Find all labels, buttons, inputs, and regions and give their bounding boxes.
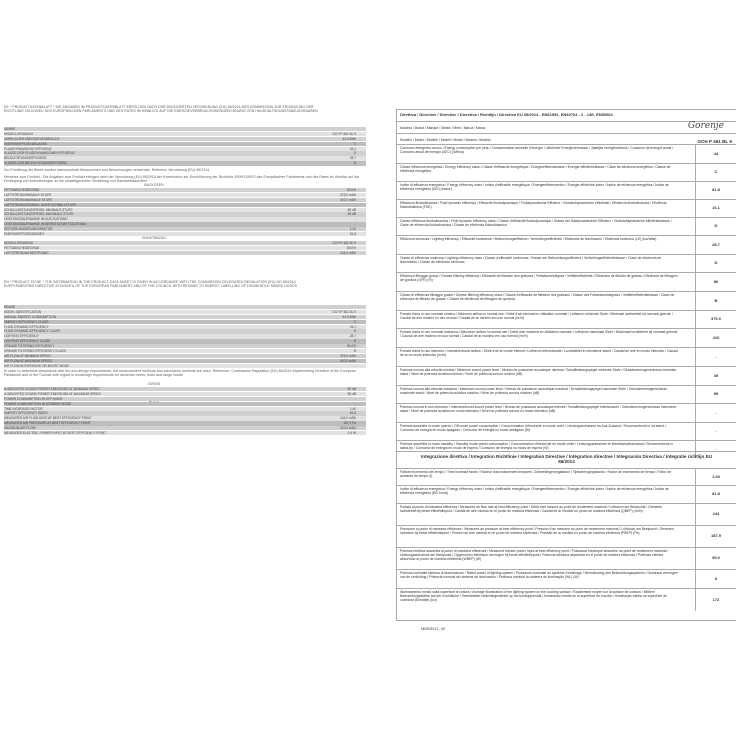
fiche-row-value: 28,7 <box>349 334 356 339</box>
row-description: Fattore incremento del tempo / Time increase factor / Facteur d'accroissement temporel / Zeitverlängerungsfaktor / Tijdsverhogingsfactor / Factor de incremento de tiempo / Fator de aumento de tempo (f) <box>400 470 671 479</box>
row-value: 80 <box>695 273 736 291</box>
fiche-row-label: AIR FLOW IN INTENSIVE OR BOOST MODE <box>4 363 70 368</box>
fiche-row-label: MODELLKENNUNG <box>4 131 34 136</box>
fiche-row-label: ENERGIEEFFIZIENZKLASSE <box>4 141 47 146</box>
block-en-2 <box>4 387 366 436</box>
row-value: 95.0 <box>695 548 736 569</box>
block-en-1 <box>4 305 366 369</box>
fiche-row-label: MARKE <box>4 127 16 131</box>
fiche-row <box>4 334 366 338</box>
model-label: Modello / Model / Modèle / Modell / Model / Modelo / Modelo <box>400 138 491 142</box>
de-note: Zur Ermittlung der Werte wurden harmonisierte Messnormen und Berechnungen verwendet. Referenz: Verordnung (EU) 66/2014 <box>4 168 210 172</box>
fiche-row-value: - <box>354 202 356 207</box>
fiche-row <box>4 310 366 314</box>
energy-table-row <box>397 235 736 254</box>
fiche-row-label: ENERGIEEFFIZIENZINDEX <box>4 232 45 237</box>
fiche-row <box>4 407 366 411</box>
row-description: Efficienza fluidodinamica / Fluid dynamic efficiency / Efficacité fluidodynamique / Fluiddynamische Effizienz / Vloeistofdynamische efficiëntie / Eficiencia fluidodinámica / Eficiência fluidodinâmica (FDE) <box>400 201 667 210</box>
fiche-row-value: C <box>353 141 356 146</box>
section-2-title: Integrazione direttiva / Integration Richtlinie / Integration Directive / Intégration directive / Integración Directiva / Integratie richtlijn EU 66/2014 <box>421 454 712 465</box>
fiche-row <box>4 147 366 151</box>
fiche-row-label: MODELLKENNUNG <box>4 241 34 245</box>
fiche-row-label: SCHALLLEISTUNGSPEGEL MAXIMALE STUFE <box>4 212 74 217</box>
fiche-row-label: POWER CONSUMPTION IN OFF MODE <box>4 396 63 401</box>
fiche-row <box>4 402 366 406</box>
fiche-row <box>4 227 366 231</box>
row-value: 1.40 <box>695 469 736 485</box>
row-value: - <box>695 423 736 440</box>
fiche-row-value: 44,0 kWh <box>342 314 356 319</box>
fiche-row-label: LUFTSTROM INTENSIV- ODER SCHNELLSTUFE <box>4 202 77 207</box>
fiche-row-label: KLASSE DER BELEUCHTUNGSEFFIZIENZ <box>4 161 68 166</box>
fiche-row <box>4 208 366 212</box>
fiche-row <box>4 411 366 415</box>
energy-table-row <box>397 385 736 403</box>
row-description: Efficienza filtraggio grassi / Grease filtering efficiency / Efficacité de filtration des graisses / Fettabscheidegrad / Vetfilterefficiëntie / Eficiencia de filtrado de grasas / Eficiência de filtragem de gordura (GFE) (%) <box>400 274 678 283</box>
energy-table-row <box>397 503 736 525</box>
row-description: Potenza assorbita in modo spento / Off mode power consumption / Consommation d'électricité en mode arrêt / Leistungsaufnahme im Aus-Zustand / Stroomverbruik in uit-stand / Consumo de energía en modo apagado / Consumo de energia no modo desligado (W) <box>400 424 666 433</box>
fiche-row-label: SCHALLLEISTUNGSPEGEL MINIMALE STUFE <box>4 207 73 212</box>
fiche-row-label: ZEITVERLÄNGERUNGSFAKTOR <box>4 227 53 232</box>
fiche-row-label: LEISTUNGSAUFNAHME IM AUS-ZUSTAND <box>4 217 68 222</box>
fiche-row-value: 410,0 m3/h <box>340 426 356 431</box>
document-code: MM03311_00 <box>421 626 446 631</box>
fiche-row-value: - <box>354 401 356 406</box>
fiche-row-label: GREASE FILTERING EFFICIENCY CLASS <box>4 349 66 354</box>
en-note: In order to determine compliance with the eco-design requirements, the measurement methods and calculation methods are used. Reference: Commission Regulation (EU) 66/2014 implementing Directive of the European Parliament and of the Council with regard to ecodesign requirements for domestic ovens, hobs and range hoods <box>4 369 356 377</box>
row-value: D <box>695 255 736 272</box>
fiche-row-value: 410,0 m3/h <box>340 358 356 363</box>
fiche-row <box>4 397 366 401</box>
fiche-row <box>4 325 366 329</box>
brand-label: Marchio / Brand / Marque / Marke / Merk / Marca / Marca <box>400 126 486 130</box>
fiche-row-label: GREASE FILTERING EFFICIENCY <box>4 344 55 349</box>
fiche-row <box>4 387 366 391</box>
fiche-row-value: 49 dB <box>347 387 356 391</box>
section-2-header-row <box>397 451 736 468</box>
fiche-row-value: 16,1 <box>349 324 356 329</box>
energy-table-row <box>397 366 736 385</box>
row-description: Potenza nominale sistema di illuminazione / Rated power of lighting system / Puissance nominale du système d'éclairage / Nennleistung des Beleuchtungssystems / Nominaal vermogen van de verlichting / Potencia nominal del sistema de iluminación / Potência nominal do sistema de iluminação (WL) (W) <box>400 571 678 580</box>
row-description: Potenza elettrica assorbita al punto di massima efficienza / Measured electric power input at best efficiency point / Puissance électrique absorbée au point de rendement maximal / Leistungsaufnahme am Bestpunkt / Opgenomen elektrisch vermogen bij beste efficiëntiepunt / Potencia eléctrica absorbida en el punto de máxima eficiencia / Potência elétrica absorvida no ponto de máxima eficiência (WBEP) (W) <box>400 549 669 562</box>
row-value: 172 <box>695 589 736 611</box>
row-value: 410 <box>695 329 736 347</box>
fiche-row <box>4 151 366 155</box>
row-description: Potenza sonora alla velocità massima / Maximum sound power level / Niveau de puissance acoustique maximal / Schallleistungspegel maximale Stufe / Geluidsvermogensniveau maximale stand / Nivel de potencia acústica máximo / Nível de potência sonora máximo (dB) <box>400 387 668 396</box>
fiche-row <box>4 127 366 131</box>
fiche-row-label: POWER CONSUMPTION IN STANDBY MODE <box>4 401 72 406</box>
energy-table-row <box>397 525 736 547</box>
fiche-row <box>4 426 366 430</box>
fiche-row-value: D <box>353 329 356 334</box>
fiche-row <box>4 339 366 343</box>
fiche-row-value: 379,0 m3/h <box>340 353 356 358</box>
intro-en: EN * PRODUCT FICHE * THE INFORMATION IN THE PRODUCT DATA SHEET IS GIVEN IN ACCORDANCE WITH THE COMMISSION DELEGATED REGULATION (EU) NO 65/2014 SUPPLEMENTING DIRECTIVE 2010/30/EU OF THE EUROPEAN PARLIAMENT AND OF THE COUNCIL WITH REGARD TO ENERGY LABELLING OF HOUSEHOLD RANGE HOODS <box>4 280 298 288</box>
fiche-row <box>4 198 366 202</box>
energy-table-row <box>397 547 736 569</box>
fiche-row-label: FLUIDDYNAMISCHE EFFIZIENZ <box>4 146 52 151</box>
energy-table-row <box>397 310 736 328</box>
fiche-row-value: 80,0% <box>346 344 356 349</box>
energy-table-row <box>397 588 736 611</box>
fiche-row-label: A-WEIGHTED SOUND POWER EMISSIONS AT MAXIMUM SPEED <box>4 391 101 396</box>
block-de-2 <box>4 188 366 237</box>
energy-table-row <box>397 181 736 199</box>
model-value: GCH P 461 BL 9 <box>697 139 732 144</box>
row-value: - <box>695 441 736 458</box>
fiche-row-value: 81,8 <box>349 232 356 237</box>
fiche-row-value: D <box>353 161 356 166</box>
fiche-row-label: LUFTSTROM MAXIMALE STUFE <box>4 197 53 202</box>
row-description: Classe efficienza energetica / Energy efficiency class / Classe d'efficacité énergétique / Energieeffizienzklasse / Energie-efficiëntieklasse / Clase de eficiencia energética / Classe de eficiência energética <box>400 165 671 174</box>
fiche-row-label: ENERGY EFFICIENCY INDEX <box>4 411 48 416</box>
fiche-row-value: 1,40 <box>349 406 356 411</box>
fiche-row-value: D <box>353 151 356 156</box>
fiche-row-label: FLUID DYNAMIC EFFICIENCY CLASS <box>4 329 60 334</box>
row-value: 244 <box>695 504 736 525</box>
energy-table-row <box>397 254 736 272</box>
row-description: Portata d'aria in uso intensivo / Intensive/boost airflow / Débit d'air en mode intensif / Luftstrom Intensivstufe / Luchtdebiet in intensieve stand / Caudal de aire en modo intensivo / Caudal de ar no modo intensivo (m³/h) <box>400 349 678 358</box>
block-de-1 <box>4 127 366 166</box>
fiche-row-value: 49 dB <box>347 207 356 212</box>
fiche-row-label: MODEL IDENTIFICATION <box>4 309 42 314</box>
fiche-row-value: D <box>353 339 356 344</box>
fiche-row-value: 187,9 Pa <box>343 421 356 426</box>
fiche-row-value: 81,8 <box>349 411 356 416</box>
fiche-row <box>4 251 366 255</box>
fiche-row <box>4 156 366 160</box>
fiche-row-label: TIME INCREASE FACTOR <box>4 406 43 411</box>
fiche-row-value: 410,0 m3/h <box>340 197 356 202</box>
fiche-row-label: MAXIMUM AIR FLOW <box>4 426 36 431</box>
row-description: Indice di efficienza energetica / Energy efficiency index / Indice d'efficacité énergétique / Energieeffizienzindex / Energie-efficiëntie-index / Índice de eficiencia energética / Índice de eficiência energética (EEI) (Indice) <box>400 183 669 192</box>
fiche-row <box>4 212 366 216</box>
fiche-row <box>4 349 366 353</box>
row-description: Potenza sonora alla velocità minima / Minimum sound power level / Niveau de puissance acoustique minimal / Schallleistungspegel minimale Stufe / Geluidsvermogensniveau minimale stand / Nivel de potencia acústica mínimo / Nível de potência sonora mínimo (dB) <box>400 368 677 377</box>
fiche-row-label: A-WEIGHTED SOUND POWER EMISSIONS AT MINIMUM SPEED <box>4 387 100 391</box>
row-value: 81.8 <box>695 486 736 503</box>
fiche-row-value: 28,7 <box>349 156 356 161</box>
energy-table-row <box>397 569 736 588</box>
fiche-row-value: 0,4 W <box>347 431 356 436</box>
row-value: 187.9 <box>695 526 736 547</box>
fiche-row-value: 16,1 <box>349 146 356 151</box>
fiche-row-value: 1,40 <box>349 227 356 232</box>
row-value: D <box>695 218 736 235</box>
row-value: B <box>695 292 736 310</box>
fiche-row-value: C <box>353 319 356 324</box>
fiche-row-label: BRAND <box>4 305 16 309</box>
row-value: 81.8 <box>695 182 736 199</box>
row-description: Portata d'aria in uso normale massima / Maximum airflow in normal use / Débit d'air maximal en utilisation normale / Luftstrom maximale Stufe / Maximaal luchtdebiet bij normaal gebruik / Caudal de aire máximo en uso normal / Caudal de ar máximo em uso normal (m³/h) <box>400 330 678 339</box>
fiche-row <box>4 392 366 396</box>
fiche-row <box>4 132 366 136</box>
fiche-row-label: LEISTUNGSAUFNAHME IM BEREITSCHAFTSZUSTAND <box>4 222 87 227</box>
fiche-row <box>4 137 366 141</box>
brand-row <box>397 121 736 133</box>
fiche-row-value: 44,0 kWh <box>342 136 356 141</box>
fiche-row <box>4 161 366 165</box>
model-row <box>397 133 736 144</box>
fiche-row <box>4 329 366 333</box>
fiche-row-value: 59 dB <box>347 391 356 396</box>
row-value: 28.7 <box>695 236 736 254</box>
fiche-row <box>4 431 366 435</box>
fiche-row-value: GCH P 461 BL 9 <box>332 241 356 245</box>
fiche-row-label: LUFTSTROM AM BESTPUNKT <box>4 250 49 255</box>
row-description: Illuminamento medio sulla superficie di cottura / Average illumination of the lighting system on the cooking surface / Éclairement moyen sur la surface de cuisson / Mittlere Beleuchtungsstärke auf der Kochfläche / Gemiddelde verlichtingssterkte op het kookoppervlak / Iluminación media en la superficie de cocción / Iluminação média na superfície de cozedura (Emiddle) (lux) <box>400 590 667 603</box>
fiche-row-label: MEASURED AIR FLOW RATE AT BEST EFFICIENCY POINT <box>4 416 92 421</box>
fiche-row <box>4 188 366 192</box>
de-sub: BACKOFEN <box>144 183 164 187</box>
fiche-row-label: ENERGY EFFICIENCY CLASS <box>4 319 49 324</box>
fiche-row <box>4 421 366 425</box>
row-value: 16.1 <box>695 200 736 217</box>
energy-table-row <box>397 468 736 485</box>
fiche-row <box>4 364 366 368</box>
fiche-row-label: FETTABSCHEIDEGRAD <box>4 245 40 250</box>
fiche-row-label: FLUID DYNAMIC EFFICIENCY <box>4 324 49 329</box>
fiche-row <box>4 193 366 197</box>
fiche-row-value: B <box>353 349 356 354</box>
fiche-row-value: 244,0 m3/h <box>340 416 356 421</box>
energy-table-row <box>397 485 736 503</box>
fiche-row <box>4 142 366 146</box>
fiche-row <box>4 241 366 245</box>
fiche-row-value: 80,0% <box>346 188 356 192</box>
row-description: Classe di efficienza luminosa / Lighting efficiency class / Classe d'efficacité lumineuse / Klasse der Beleuchtungseffizienz / Verlichtingsefficiëntieklasse / Clase de eficiencia de iluminación / Classe de eficiência luminosa <box>400 256 662 265</box>
energy-table-row <box>397 217 736 235</box>
row-value: - <box>695 348 736 366</box>
de-sub-2: DUNSTABZUG <box>141 236 167 240</box>
fiche-row-value: GCH P 461 BL 9 <box>332 131 356 136</box>
fiche-row <box>4 354 366 358</box>
fiche-row-label: LUFTSTROM MINIMALE STUFE <box>4 192 52 197</box>
fiche-row-label: AIR FLOW AT MAXIMUM SPEED <box>4 358 52 363</box>
fiche-row <box>4 359 366 363</box>
row-value: 379.0 <box>695 311 736 328</box>
fiche-row-label: FETTABSCHEIDEGRAD <box>4 188 40 192</box>
row-description: Portata d'aria in uso normale minima / Minimum airflow in normal use / Débit d'air minimal en utilisation normale / Luftstrom minimale Stufe / Minimaal luchtdebiet bij normaal gebruik / Caudal de aire mínimo en uso normal / Caudal de ar mínimo em uso normal (m³/h) <box>400 312 673 321</box>
energy-table-row <box>397 291 736 310</box>
directive-header-row <box>397 110 736 121</box>
row-description: Efficienza luminosa / Lighting efficiency / Efficacité lumineuse / Beleuchtungseffizienz / Verlichtingsefficiëntie / Eficiencia de iluminación / Eficiência luminosa (LE) (lux/Watt) <box>400 237 657 241</box>
fiche-row-value: - <box>354 217 356 222</box>
fiche-row <box>4 222 366 226</box>
row-value: C <box>695 164 736 181</box>
row-value: - <box>695 404 736 422</box>
fiche-row <box>4 203 366 207</box>
fiche-row <box>4 217 366 221</box>
fiche-row-value: 80,0% <box>346 245 356 250</box>
fiche-row-value: GCH P 461 BL 9 <box>332 309 356 314</box>
row-description: Potenza sonora in uso intensivo / Intensive/boost sound power level / Niveau de puissance acoustique intensif / Schallleistungspegel Intensivstufe / Geluidsvermogensniveau intensieve stand / Nivel de potencia acústica en modo intensivo / Nível de potência sonora no modo intensivo (dB) <box>400 405 677 414</box>
row-description: Classe efficienza fluidodinamica / Fluid dynamic efficiency class / Classe d'efficacité fluidodynamique / Klasse der fluiddynamischen Effizienz / Vloeistofdynamische efficiëntieklasse / Clase de eficiencia fluidodinámica / Classe de eficiência fluidodinâmica <box>400 219 672 228</box>
fiche-row-value: 244,0 m3/h <box>340 250 356 255</box>
directive-header: Direttiva / Directive / Directive / Directiva / Richtlijn / Directiva EU 65/2014 - EN61591, EN60704 - 2 - 13E, EN50564 <box>400 113 613 117</box>
de-note-2: Hinweise zum Produkt - Die Angaben zum Produkt erfolgen nach der Verordnung (EU) 66/2014 der Kommission zur Durchführung der Richtlinie 2009/125/EG des Europäischen Parlaments und des Rates im Hinblick auf die Festlegung von Anforderungen an die umweltgerechte Gestaltung von Haushaltsbacköfen <box>4 175 360 183</box>
row-description: Classe di efficienza filtraggio grassi / Grease filtering efficiency class / Classe d'efficacité de filtration des graisses / Klasse des Fettabscheidegrads / Vetfilterefficiëntieklasse / Clase de eficiencia de filtrado de grasas / Classe de eficiência de filtragem de gordura <box>400 293 675 302</box>
brand-logo: Gorenje <box>687 121 724 131</box>
energy-table-row <box>397 144 736 163</box>
row-value: 59 <box>695 386 736 403</box>
en-sub: OVENS <box>147 382 161 386</box>
block-de-3 <box>4 241 366 256</box>
fiche-row-value: - <box>354 363 356 368</box>
energy-table-row <box>397 272 736 291</box>
fiche-row-value: 379,0 m3/h <box>340 192 356 197</box>
fiche-row-label: BELEUCHTUNGSEFFIZIENZ <box>4 156 47 161</box>
row-description: Indice di efficienza energetica / Energy efficiency index / Indice d'efficacité énergétique / Energieeffizienzindex / Energie-efficiëntie-index / Índice de eficiencia energética / Índice de eficiência energética (EEI hood) <box>400 487 669 496</box>
fiche-row-label: LIGHTING EFFICIENCY <box>4 334 39 339</box>
fiche-row-label: KLASSE DER FLUIDDYNAMISCHEN EFFIZIENZ <box>4 151 75 156</box>
fiche-row <box>4 344 366 348</box>
energy-table-row <box>397 422 736 440</box>
fiche-row <box>4 315 366 319</box>
fiche-row-label: MEASURED ELECTRIC POWER INPUT AT BEST EFFICIENCY POINT <box>4 431 107 436</box>
fiche-row-label: LIGHTING EFFICIENCY CLASS <box>4 339 51 344</box>
energy-table-row <box>397 403 736 422</box>
fiche-row-value: - <box>354 396 356 401</box>
row-description: Pressione al punto di massima efficienza / Measured air pressure at best efficiency point / Pression d'air mesurée au point de rendement maximal / Luftdruck am Bestpunkt / Gemeten luchtdruk bij beste efficiëntiepunt / Presión de aire medida en el punto de máxima eficiencia / Pressão de ar medida no ponto de máxima eficiência (PBEP) (Pa) <box>400 527 674 536</box>
fiche-row-label: ANNUAL ENERGY CONSUMPTION <box>4 314 56 319</box>
fiche-row <box>4 246 366 250</box>
row-description: Potenza assorbita in modo standby / Standby mode power consumption / Consommation d'électricité en mode veille / Leistungsaufnahme im Bereitschaftszustand / Stroomverbruik in stand-by / Consumo de energía en modo de espera / Consumo de energia no modo de espera (W) <box>400 442 673 451</box>
fiche-row-label: MEASURED AIR PRESSURE AT BEST EFFICIENCY POINT <box>4 421 91 426</box>
fiche-row <box>4 320 366 324</box>
energy-table-row <box>397 347 736 366</box>
energy-table-row <box>397 328 736 347</box>
row-value: 6 <box>695 570 736 588</box>
row-value: 49 <box>695 367 736 385</box>
row-description: Consumo energetico annuo / Energy consumption per year / Consommation annuelle d'énergie / Jährlicher Energieverbrauch / Jaarlijks energieverbruik / Consumo de energía anual / Consumo anual de energía (AEC) (kWh/a) <box>400 146 674 155</box>
row-description: Portata al punto di massima efficienza / Measured air flow rate at best efficiency point / Débit d'air mesuré au point de rendement maximal / Luftstrom am Bestpunkt / Gemeten luchtdebiet bij beste efficiëntiepunt / Caudal de aire medido en el punto de máxima eficiencia / Caudal de ar medido no ponto de máxima eficiência (QBEP) (m³/h) <box>400 505 663 514</box>
fiche-row-value: - <box>354 222 356 227</box>
fiche-row-label: AIR FLOW AT MINIMUM SPEED <box>4 353 51 358</box>
energy-table-row <box>397 199 736 217</box>
fiche-row <box>4 416 366 420</box>
fiche-row <box>4 305 366 309</box>
fiche-row-label: JÄHRLICHER ENERGIEVERBRAUCH <box>4 136 60 141</box>
energy-table-row <box>397 163 736 181</box>
fiche-row-value: 59 dB <box>347 212 356 217</box>
right-energy-table <box>396 109 736 621</box>
intro-de: DE * PRODUKTDATENBLATT * DIE ANGABEN IM PRODUKTDATENBLATT ERFOLGEN NACH DER DELEGIERTEN VERORDNUNG (EU) 65/2014 DER KOMMISSION ZUR ERGÄNZUNG DER RICHTLINIE 2010/30/EU DES EUROPÄISCHEN PARLAMENTS UND DES RATES IM HINBLICK AUF DIE ENERGIEVERBRAUCHSKENNZEICHNUNG VON HAUSHALTSDUNSTABZUGSHAUBEN <box>4 105 318 113</box>
row-value: 44 <box>695 145 736 163</box>
